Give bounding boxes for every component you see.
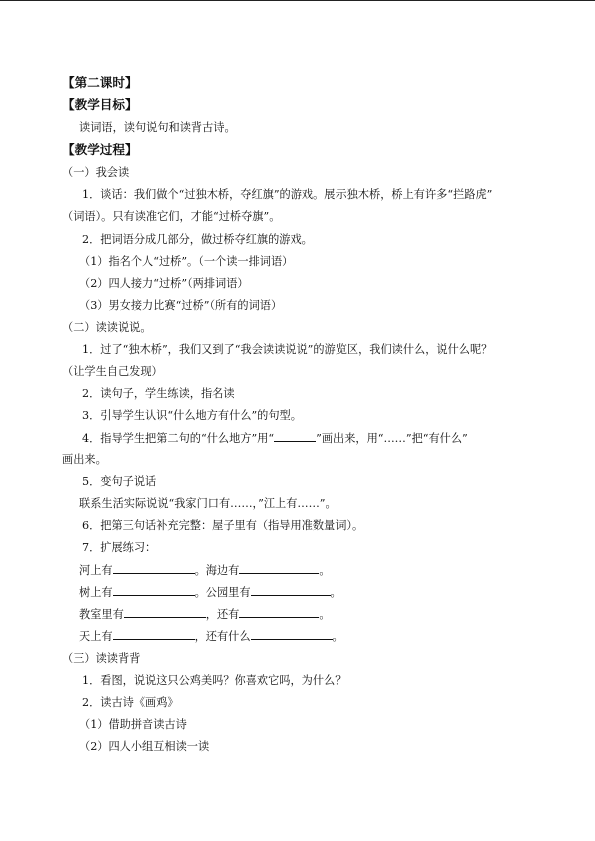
exercise-4-label: 天上有 [79, 630, 113, 643]
section-1-title: （一）我会读 [62, 166, 130, 179]
goal-text: 读词语，读句说句和读背古诗。 [79, 121, 236, 134]
exercise-2-label: 树上有 [79, 586, 113, 599]
heading-teaching-process: 【教学过程】 [62, 142, 138, 157]
section-1-item-2: 2．把词语分成几部分，做过桥夺红旗的游戏。 [82, 233, 313, 246]
fill-blank [113, 562, 195, 574]
section-2-title: （二）读读说说。 [62, 321, 152, 334]
page-top-border [0, 0, 595, 1]
section-1-sub-2: （2）四人接力“过桥”（两排词语） [79, 277, 249, 290]
fill-blank [124, 606, 206, 618]
exercise-1-label-2: 。海边有 [194, 564, 240, 577]
section-2-item-2: 2．读句子，学生练读，指名读 [82, 387, 235, 400]
section-2-item-1-line-2: （让学生自己发现） [62, 365, 163, 378]
section-3-item-2: 2．读古诗《画鸡》 [82, 696, 179, 709]
fill-blank [251, 584, 331, 596]
section-3-sub-1: （1）借助拼音读古诗 [79, 718, 187, 731]
item-4-text-after: ”画出来，用“……”把“有什么” [316, 432, 468, 445]
section-3-title: （三）读读背背 [62, 652, 141, 665]
fill-blank [113, 584, 195, 596]
heading-teaching-goal: 【教学目标】 [62, 97, 138, 112]
exercise-4-label-2: ，还有什么 [194, 630, 251, 643]
fill-blank [239, 606, 319, 618]
exercise-row-1 [79, 562, 331, 579]
exercise-2-end: 。 [330, 586, 342, 599]
heading-lesson: 【第二课时】 [62, 75, 138, 90]
exercise-row-3 [79, 606, 331, 623]
exercise-3-label: 教室里有 [79, 608, 124, 621]
section-2-item-5-text: 联系生活实际说说“我家门口有……，”江上有……”。 [79, 497, 337, 510]
section-3-item-1: 1．看图，说说这只公鸡美吗？你喜欢它吗，为什么？ [82, 674, 347, 687]
section-1-sub-1: （1）指名个人“过桥”。（一个读一排词语） [79, 255, 294, 268]
exercise-2-label-2: 。公园里有 [194, 586, 251, 599]
fill-blank [251, 628, 333, 640]
section-1-item-1-line-2: （词语）。只有读准它们，才能“过桥夺旗”。 [62, 210, 281, 223]
exercise-row-2 [79, 584, 342, 601]
section-1-item-1-line-1: 1．谈话：我们做个“过独木桥，夺红旗”的游戏。展示独木桥，桥上有许多“拦路虎” [82, 188, 493, 201]
section-2-item-4-line-1 [82, 430, 468, 447]
exercise-4-end: 。 [332, 630, 344, 643]
exercise-3-label-2: ，还有 [205, 608, 240, 621]
section-2-item-1-line-1: 1．过了“独木桥”，我们又到了“我会读读说说”的游览区，我们读什么，说什么呢？ [82, 343, 493, 356]
section-2-item-4-line-2: 画出来。 [62, 453, 107, 466]
exercise-1-end: 。 [319, 564, 331, 577]
underline-blank [274, 430, 316, 442]
exercise-1-label: 河上有 [79, 564, 113, 577]
section-2-item-5: 5．变句子说话 [82, 475, 157, 488]
section-2-item-3: 3．引导学生认识“什么地方有什么”的句型。 [82, 409, 302, 422]
section-3-sub-2: （2）四人小组互相读一读 [79, 740, 210, 753]
section-2-item-6: 6．把第三句话补充完整：屋子里有（指导用准数量词）。 [82, 519, 364, 532]
section-2-item-7: 7．扩展练习： [82, 541, 157, 554]
exercise-3-end: 。 [319, 608, 331, 621]
section-1-sub-3: （3）男女接力比赛“过桥”（所有的词语） [79, 299, 283, 312]
fill-blank [113, 628, 195, 640]
fill-blank [239, 562, 319, 574]
exercise-row-4 [79, 628, 344, 645]
item-4-text-before: 4．指导学生把第二句的“什么地方”用“ [82, 432, 275, 445]
